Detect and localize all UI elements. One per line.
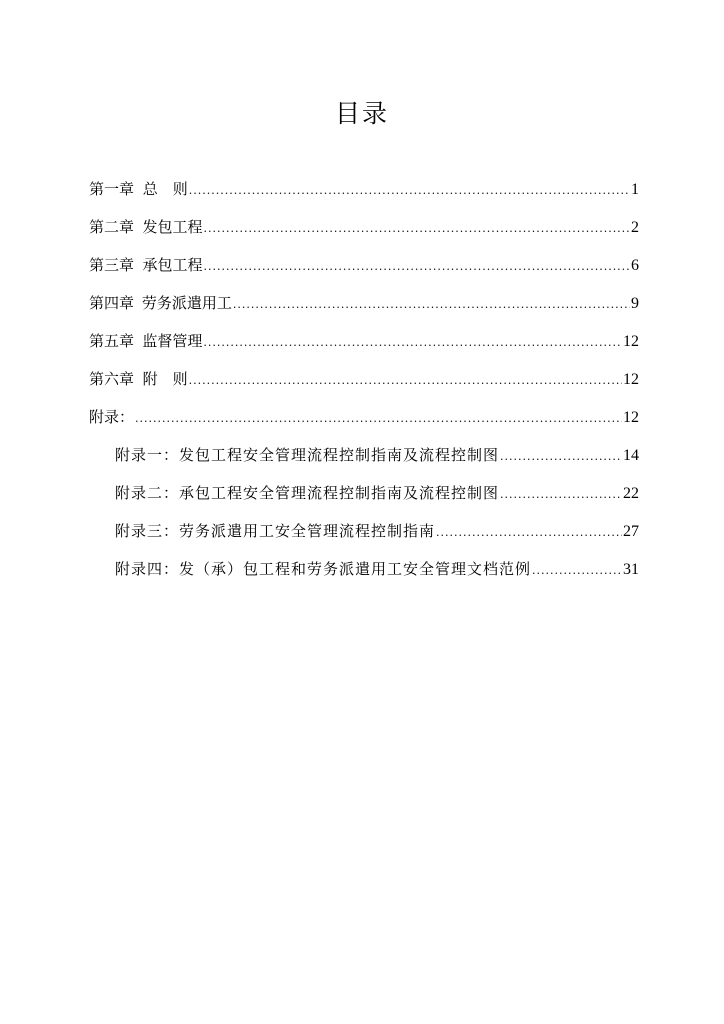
toc-entry-chapter-1[interactable] <box>89 174 639 204</box>
dot-leader <box>189 176 630 206</box>
toc-entry-appendix-3[interactable] <box>115 516 639 546</box>
chapter-title: 监督管理 <box>142 332 203 350</box>
appendix-title: 附录： <box>89 408 135 426</box>
page-number: 12 <box>623 371 639 388</box>
page-number: 1 <box>631 181 639 198</box>
appendix-item-title: 附录三：劳务派遣用工安全管理流程控制指南 <box>115 522 436 540</box>
page-number: 2 <box>631 219 639 236</box>
dot-leader <box>532 556 622 586</box>
chapter-number: 第六章 <box>89 370 135 388</box>
dot-leader <box>203 328 622 358</box>
dot-leader <box>135 404 622 434</box>
dot-leader <box>204 214 631 244</box>
toc-entry-appendix-2[interactable] <box>115 478 639 508</box>
toc-entry-appendix-4[interactable] <box>115 554 639 584</box>
appendix-item-title: 附录二：承包工程安全管理流程控制指南及流程控制图 <box>115 484 500 502</box>
dot-leader <box>500 442 622 472</box>
page-number: 14 <box>623 447 639 464</box>
chapter-title: 发包工程 <box>142 218 203 236</box>
dot-leader <box>500 480 622 510</box>
toc-entry-chapter-2[interactable] <box>89 212 639 242</box>
page-title: 目录 <box>334 99 389 128</box>
dot-leader <box>189 366 622 396</box>
dot-leader <box>204 252 631 282</box>
dot-leader <box>436 518 622 548</box>
page-number: 31 <box>623 561 639 578</box>
chapter-title: 承包工程 <box>142 256 203 274</box>
page-number: 6 <box>631 257 639 274</box>
chapter-number: 第三章 <box>89 256 135 274</box>
toc-entry-chapter-5[interactable] <box>89 326 639 356</box>
dot-leader <box>233 290 630 320</box>
toc-entry-chapter-6[interactable] <box>89 364 639 394</box>
chapter-number: 第四章 <box>89 294 135 312</box>
toc-entry-appendix[interactable] <box>89 402 639 432</box>
appendix-item-title: 附录四：发（承）包工程和劳务派遣用工安全管理文档范例 <box>115 560 532 578</box>
page-number: 9 <box>631 295 639 312</box>
page-number: 27 <box>623 523 639 540</box>
chapter-title: 劳务派遣用工 <box>141 294 232 312</box>
page-number: 12 <box>623 333 639 350</box>
toc-entry-chapter-4[interactable] <box>89 288 639 318</box>
page-number: 22 <box>623 485 639 502</box>
chapter-title: 总 则 <box>142 180 188 198</box>
toc-entry-chapter-3[interactable] <box>89 250 639 280</box>
page-number: 12 <box>623 409 639 426</box>
chapter-number: 第一章 <box>89 180 135 198</box>
toc-entry-appendix-1[interactable] <box>115 440 639 470</box>
appendix-item-title: 附录一：发包工程安全管理流程控制指南及流程控制图 <box>115 446 500 464</box>
chapter-number: 第二章 <box>89 218 135 236</box>
chapter-title: 附 则 <box>142 370 188 388</box>
chapter-number: 第五章 <box>89 332 135 350</box>
